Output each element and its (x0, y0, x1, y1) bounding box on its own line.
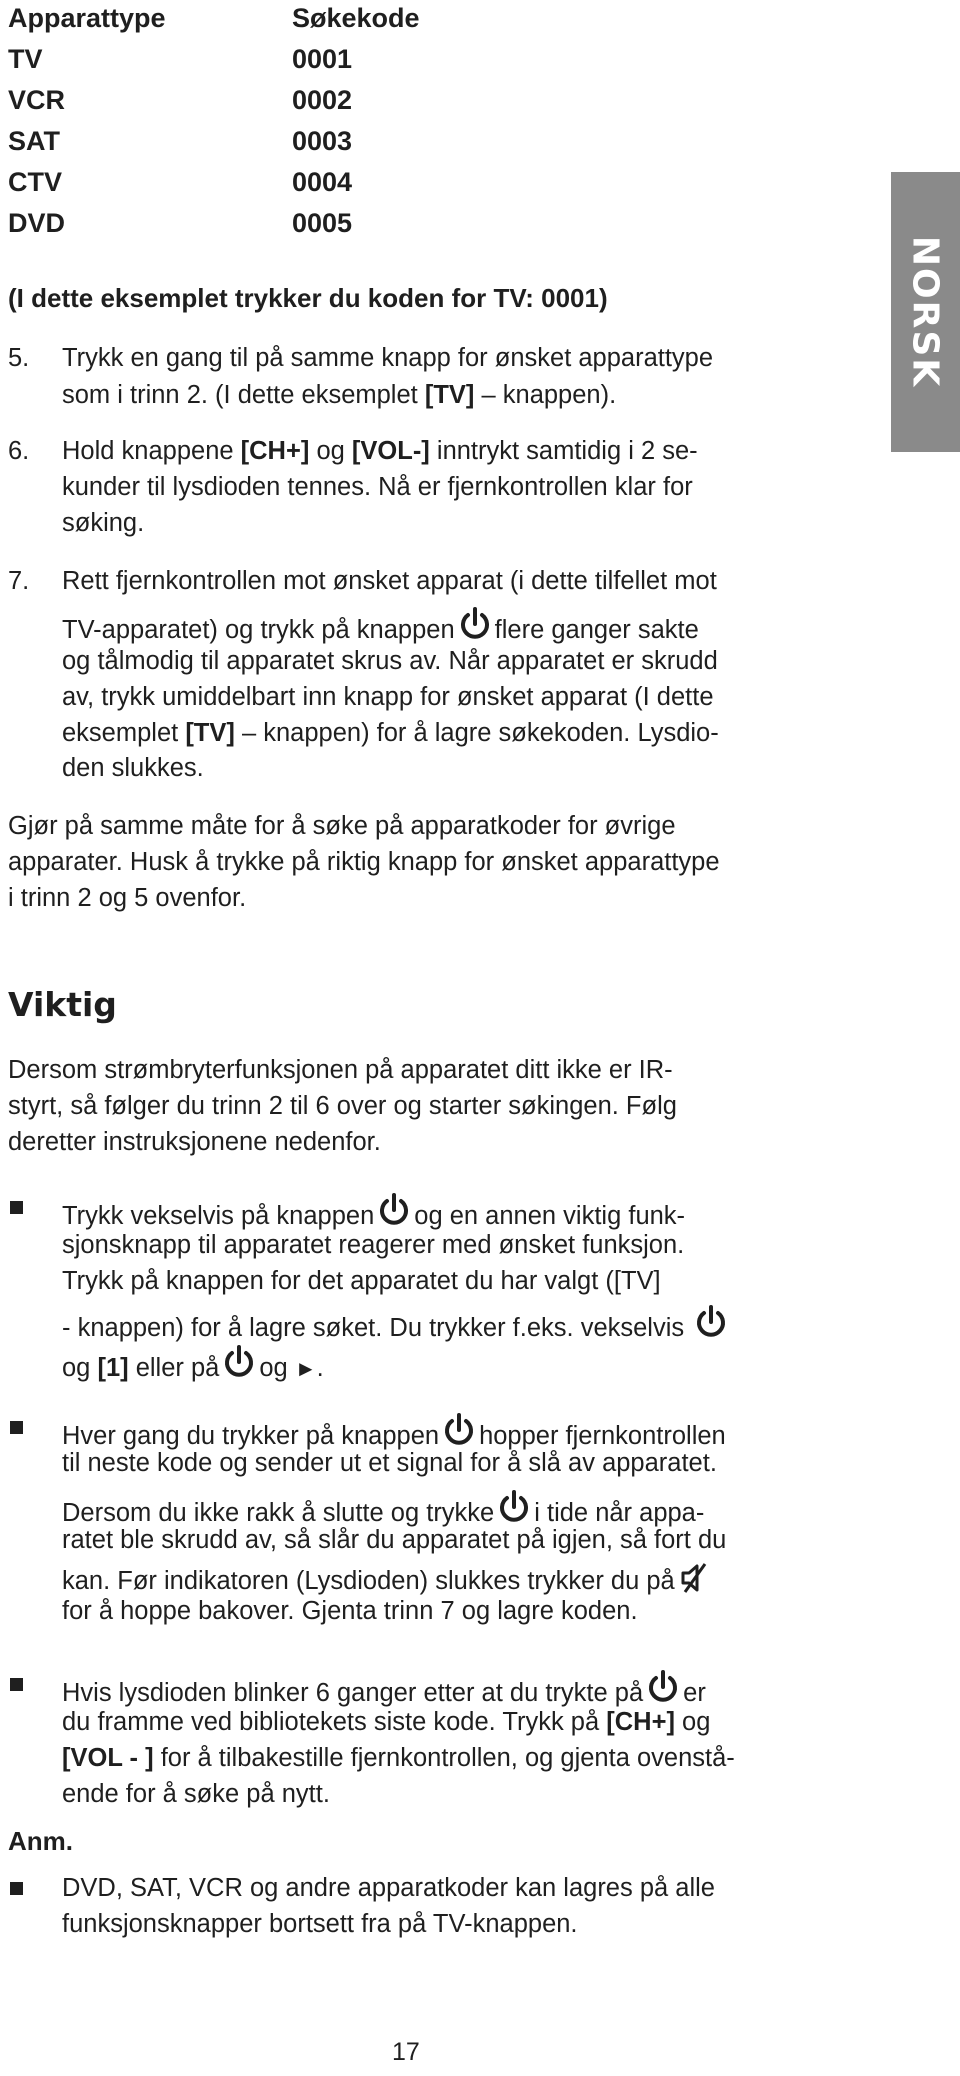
power-icon (693, 1304, 729, 1342)
step-7-line: Rett fjernkontrollen mot ønsket apparat (i dette tilfellet mot (62, 567, 717, 595)
table-header-type: Apparattype (8, 3, 166, 33)
table-row-type: VCR (8, 85, 66, 115)
bullet-marker (10, 1882, 23, 1895)
paragraph-line: apparater. Husk å trykke på riktig knapp for ønsket apparattype (8, 848, 720, 876)
step-6-line: kunder til lysdioden tennes. Nå er fjernkontrollen klar for (62, 473, 693, 501)
paragraph-line: i trinn 2 og 5 ovenfor. (8, 884, 247, 912)
bullet-line: Trykk på knappen for det apparatet du har valgt ([TV] (62, 1267, 661, 1295)
table-row-code: 0001 (292, 44, 353, 74)
step-7-line: av, trykk umiddelbart inn knapp for ønsket apparat (I dette (62, 683, 714, 711)
bullet-marker (10, 1201, 23, 1214)
intro-line: deretter instruksjonene nedenfor. (8, 1128, 381, 1156)
intro-line: Dersom strømbryterfunksjonen på apparatet ditt ikke er IR- (8, 1056, 673, 1084)
page-number: 17 (392, 2038, 420, 2066)
language-side-tab (891, 172, 960, 452)
power-icon (221, 1344, 257, 1382)
table-row-code: 0002 (292, 85, 353, 115)
table-row-code: 0003 (292, 126, 353, 156)
paragraph-line: Gjør på samme måte for å søke på apparatkoder for øvrige (8, 812, 676, 840)
table-row-type: SAT (8, 126, 60, 156)
bullet-line: og [1] eller på og ►. (62, 1344, 324, 1384)
bullet-line: du framme ved bibliotekets siste kode. Trykk på [CH+] og (62, 1708, 711, 1736)
table-row-code: 0005 (292, 208, 353, 238)
step-7-line: den slukkes. (62, 754, 204, 782)
language-label: NORSK (904, 235, 946, 389)
power-icon (376, 1192, 412, 1230)
step-7-line: eksemplet [TV] – knappen) for å lagre søkekoden. Lysdio- (62, 719, 719, 747)
step-number: 5. (8, 344, 30, 372)
bullet-line: ratet ble skrudd av, så slår du apparatet på igjen, så fort du (62, 1526, 727, 1554)
step-7-line: TV-apparatet) og trykk på knappen flere ganger sakte (62, 606, 699, 645)
bullet-line: Hvis lysdioden blinker 6 ganger etter at du trykte på er (62, 1669, 706, 1708)
step-5-line: som i trinn 2. (I dette eksemplet [TV] – knappen). (62, 381, 617, 409)
step-6-line: Hold knappene [CH+] og [VOL-] inntrykt samtidig i 2 se- (62, 437, 698, 465)
bullet-line: sjonsknapp til apparatet reagerer med ønsket funksjon. (62, 1231, 685, 1259)
step-6-line: søking. (62, 509, 145, 537)
table-row-code: 0004 (292, 167, 353, 197)
power-icon (496, 1489, 532, 1527)
step-5-line: Trykk en gang til på samme knapp for ønsket apparattype (62, 344, 714, 372)
note-label: Anm. (8, 1826, 73, 1856)
power-icon (645, 1669, 681, 1707)
power-icon (441, 1412, 477, 1450)
bullet-marker (10, 1678, 23, 1691)
bullet-line: Dersom du ikke rakk å slutte og trykke i tide når appa- (62, 1489, 704, 1528)
play-triangle-icon: ► (294, 1356, 317, 1381)
table-header-code: Søkekode (292, 3, 420, 33)
table-row-type: CTV (8, 167, 62, 197)
intro-line: styrt, så følger du trinn 2 til 6 over og starter søkingen. Følg (8, 1092, 677, 1120)
bullet-line: funksjonsknapper bortsett fra på TV-knappen. (62, 1910, 578, 1938)
bullet-marker (10, 1421, 23, 1434)
bullet-line: til neste kode og sender ut et signal for å slå av apparatet. (62, 1449, 717, 1477)
example-note: (I dette eksemplet trykker du koden for TV: 0001) (8, 283, 608, 313)
step-7-line: og tålmodig til apparatet skrus av. Når apparatet er skrudd (62, 647, 718, 675)
step-number: 7. (8, 567, 30, 595)
step-number: 6. (8, 437, 30, 465)
section-heading: Viktig (8, 985, 117, 1024)
power-icon (457, 606, 493, 644)
bullet-line: Trykk vekselvis på knappen og en annen viktig funk- (62, 1192, 685, 1231)
bullet-line: for å hoppe bakover. Gjenta trinn 7 og lagre koden. (62, 1597, 638, 1625)
table-row-type: DVD (8, 208, 66, 238)
bullet-line: [VOL - ] for å tilbakestille fjernkontrollen, og gjenta ovenstå- (62, 1744, 735, 1772)
bullet-line: DVD, SAT, VCR og andre apparatkoder kan lagres på alle (62, 1874, 715, 1902)
bullet-line: kan. Før indikatoren (Lysdioden) slukkes trykker du på (62, 1561, 707, 1596)
table-row-type: TV (8, 44, 43, 74)
bullet-line: Hver gang du trykker på knappen hopper fjernkontrollen (62, 1412, 726, 1451)
mute-icon (679, 1561, 707, 1595)
bullet-line: ende for å søke på nytt. (62, 1780, 330, 1808)
bullet-line: - knappen) for å lagre søket. Du trykker f.eks. vekselvis (62, 1304, 731, 1343)
